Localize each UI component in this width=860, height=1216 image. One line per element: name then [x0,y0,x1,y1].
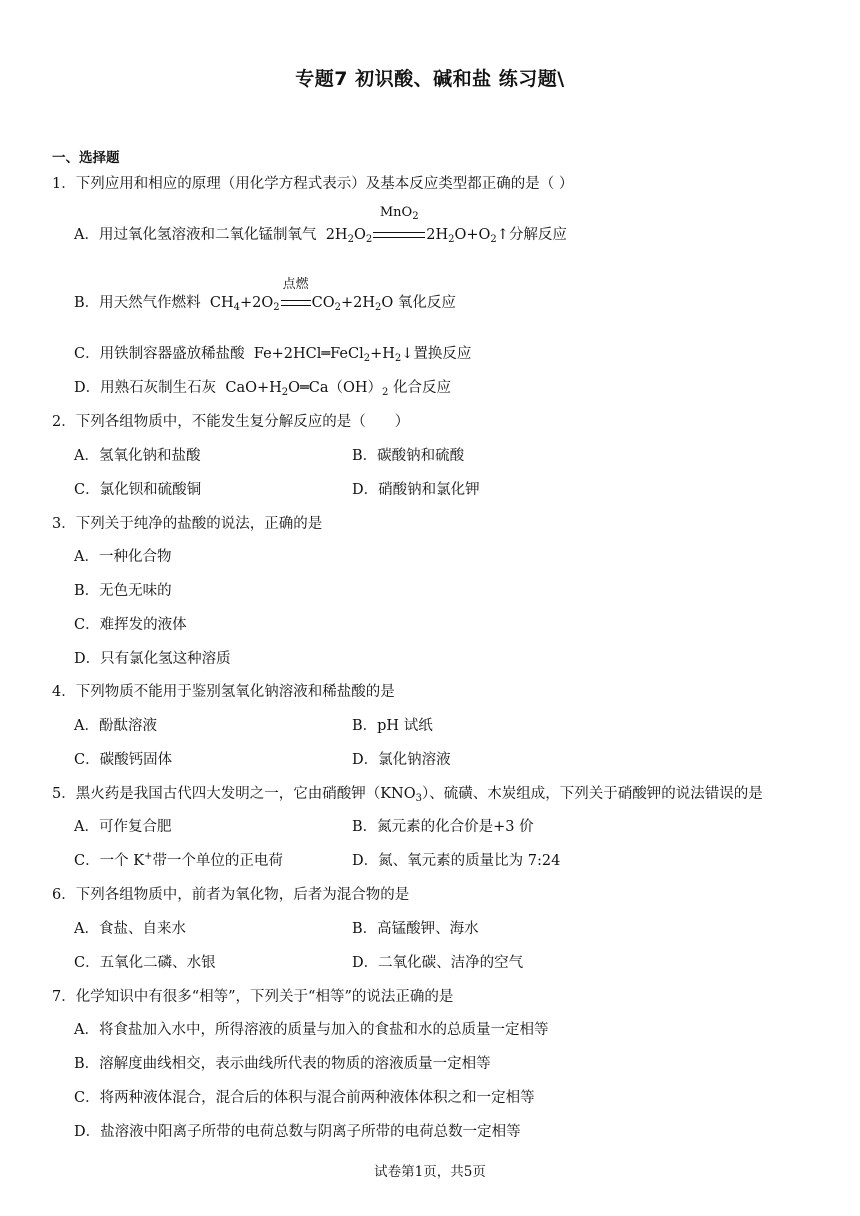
q3-stem: 3．下列关于纯净的盐酸的说法，正确的是 [52,516,323,532]
q4-option-b: B．pH 试纸 [352,718,433,734]
q1-option-d-type: 化合反应 [393,380,452,396]
ignite-condition [281,277,311,311]
page-title: 专题7 初识酸、碱和盐 练习题\ [295,68,565,90]
q1-option-d: D．用熟石灰制生石灰 $CaO+H_2O═Ca(OH)_2$ 化合反应 [74,380,452,398]
q5-option-c: C．一个 K+带一个单位的正电荷 [74,851,283,869]
q2-option-c: C．氯化钡和硫酸铜 [74,482,202,498]
q3-option-b: B．无色无味的 [74,583,172,599]
q1-option-b: B．用天然气作燃料 $CH_4+2O_2$ 点燃 $CO_2+2H_2O$ 氧化反应 [74,291,456,312]
q2-option-d: D．硝酸钠和氯化钾 [352,482,480,498]
q1-option-c-text: C．用铁制容器盛放稀盐酸 [74,346,245,362]
q3-option-c: C．难挥发的液体 [74,617,187,633]
q3-option-d: D．只有氯化氢这种溶质 [74,651,231,667]
q6-option-a: A．食盐、自来水 [74,921,186,937]
q7-option-c: C．将两种液体混合，混合后的体积与混合前两种液体体积之和一定相等 [74,1090,535,1106]
q5-stem: 5．黑火药是我国古代四大发明之一，它由硝酸钾$(KNO_3)$、硫磺、木炭组成，下列关于硝酸钾的说法错误的是 [52,786,763,804]
q5-option-d: D．氮、氧元素的质量比为 7:24 [352,853,561,869]
q4-option-d: D．氯化钠溶液 [352,752,451,768]
q1-option-d-text: D．用熟石灰制生石灰 [74,380,217,396]
q4-option-a: A．酚酞溶液 [74,718,157,734]
q6-option-b: B．高锰酸钾、海水 [352,921,479,937]
ignite-label: 点燃 [282,277,309,292]
q7-stem: 7．化学知识中有很多“相等”，下列关于“相等”的说法正确的是 [52,989,454,1005]
q2-stem: 2．下列各组物质中，不能发生复分解反应的是（ ） [52,414,410,430]
q1-option-c-type: 置换反应 [413,346,472,362]
q5-stem-post: ）、硫磺、木炭组成，下列关于硝酸钾的说法错误的是 [422,786,763,802]
q1-option-b-text: B．用天然气作燃料 [74,295,201,311]
q2-option-b: B．碳酸钠和硫酸 [352,448,465,464]
q1-stem: 1．下列应用和相应的原理（用化学方程式表示）及基本反应类型都正确的是（ ） [52,176,574,192]
section-heading: 一、选择题 [52,150,120,166]
q4-option-c: C．碳酸钙固体 [74,752,173,768]
q7-option-d: D．盐溶液中阳离子所带的电荷总数与阴离子所带的电荷总数一定相等 [74,1124,521,1140]
q5-option-c-text: C．一个 K [74,853,145,869]
page-footer: 试卷第1页，共5页 [374,1164,486,1180]
q7-option-b: B．溶解度曲线相交，表示曲线所代表的物质的溶液质量一定相等 [74,1056,491,1072]
q6-option-c: C．五氧化二磷、水银 [74,955,216,971]
q3-option-a: A．一种化合物 [74,549,172,565]
q5-stem-pre: 5．黑火药是我国古代四大发明之一，它由硝酸钾（KNO [52,786,416,802]
q7-option-a: A．将食盐加入水中，所得溶液的质量与加入的食盐和水的总质量一定相等 [74,1022,549,1038]
q1-option-a: A．用过氧化氢溶液和二氧化锰制氧气 $2H_2O_2$ MnO$_2$ $2H_2O+O_2↑$分解反应 [74,205,567,245]
q1-option-c: C．用铁制容器盛放稀盐酸 $Fe+2HCl═FeCl_2+H_2↓$置换反应 [74,346,472,364]
q5-option-b: B．氮元素的化合价是+3 价 [352,819,534,835]
q1-option-b-type: 氧化反应 [397,295,456,311]
q5-option-a: A．可作复合肥 [74,819,172,835]
catalyst-condition: MnO$_2$ [373,227,425,243]
catalyst-label: MnO [379,205,413,220]
q6-option-d: D．二氧化碳、洁净的空气 [352,955,524,971]
q2-option-a: A．氢氧化钠和盐酸 [74,448,201,464]
q5-option-c-post: 带一个单位的正电荷 [152,853,283,869]
q1-option-a-type: 分解反应 [508,227,567,243]
q4-stem: 4．下列物质不能用于鉴别氢氧化钠溶液和稀盐酸的是 [52,684,395,700]
q1-option-a-text: A．用过氧化氢溶液和二氧化锰制氧气 [74,227,317,243]
q6-stem: 6．下列各组物质中，前者为氧化物，后者为混合物的是 [52,887,410,903]
